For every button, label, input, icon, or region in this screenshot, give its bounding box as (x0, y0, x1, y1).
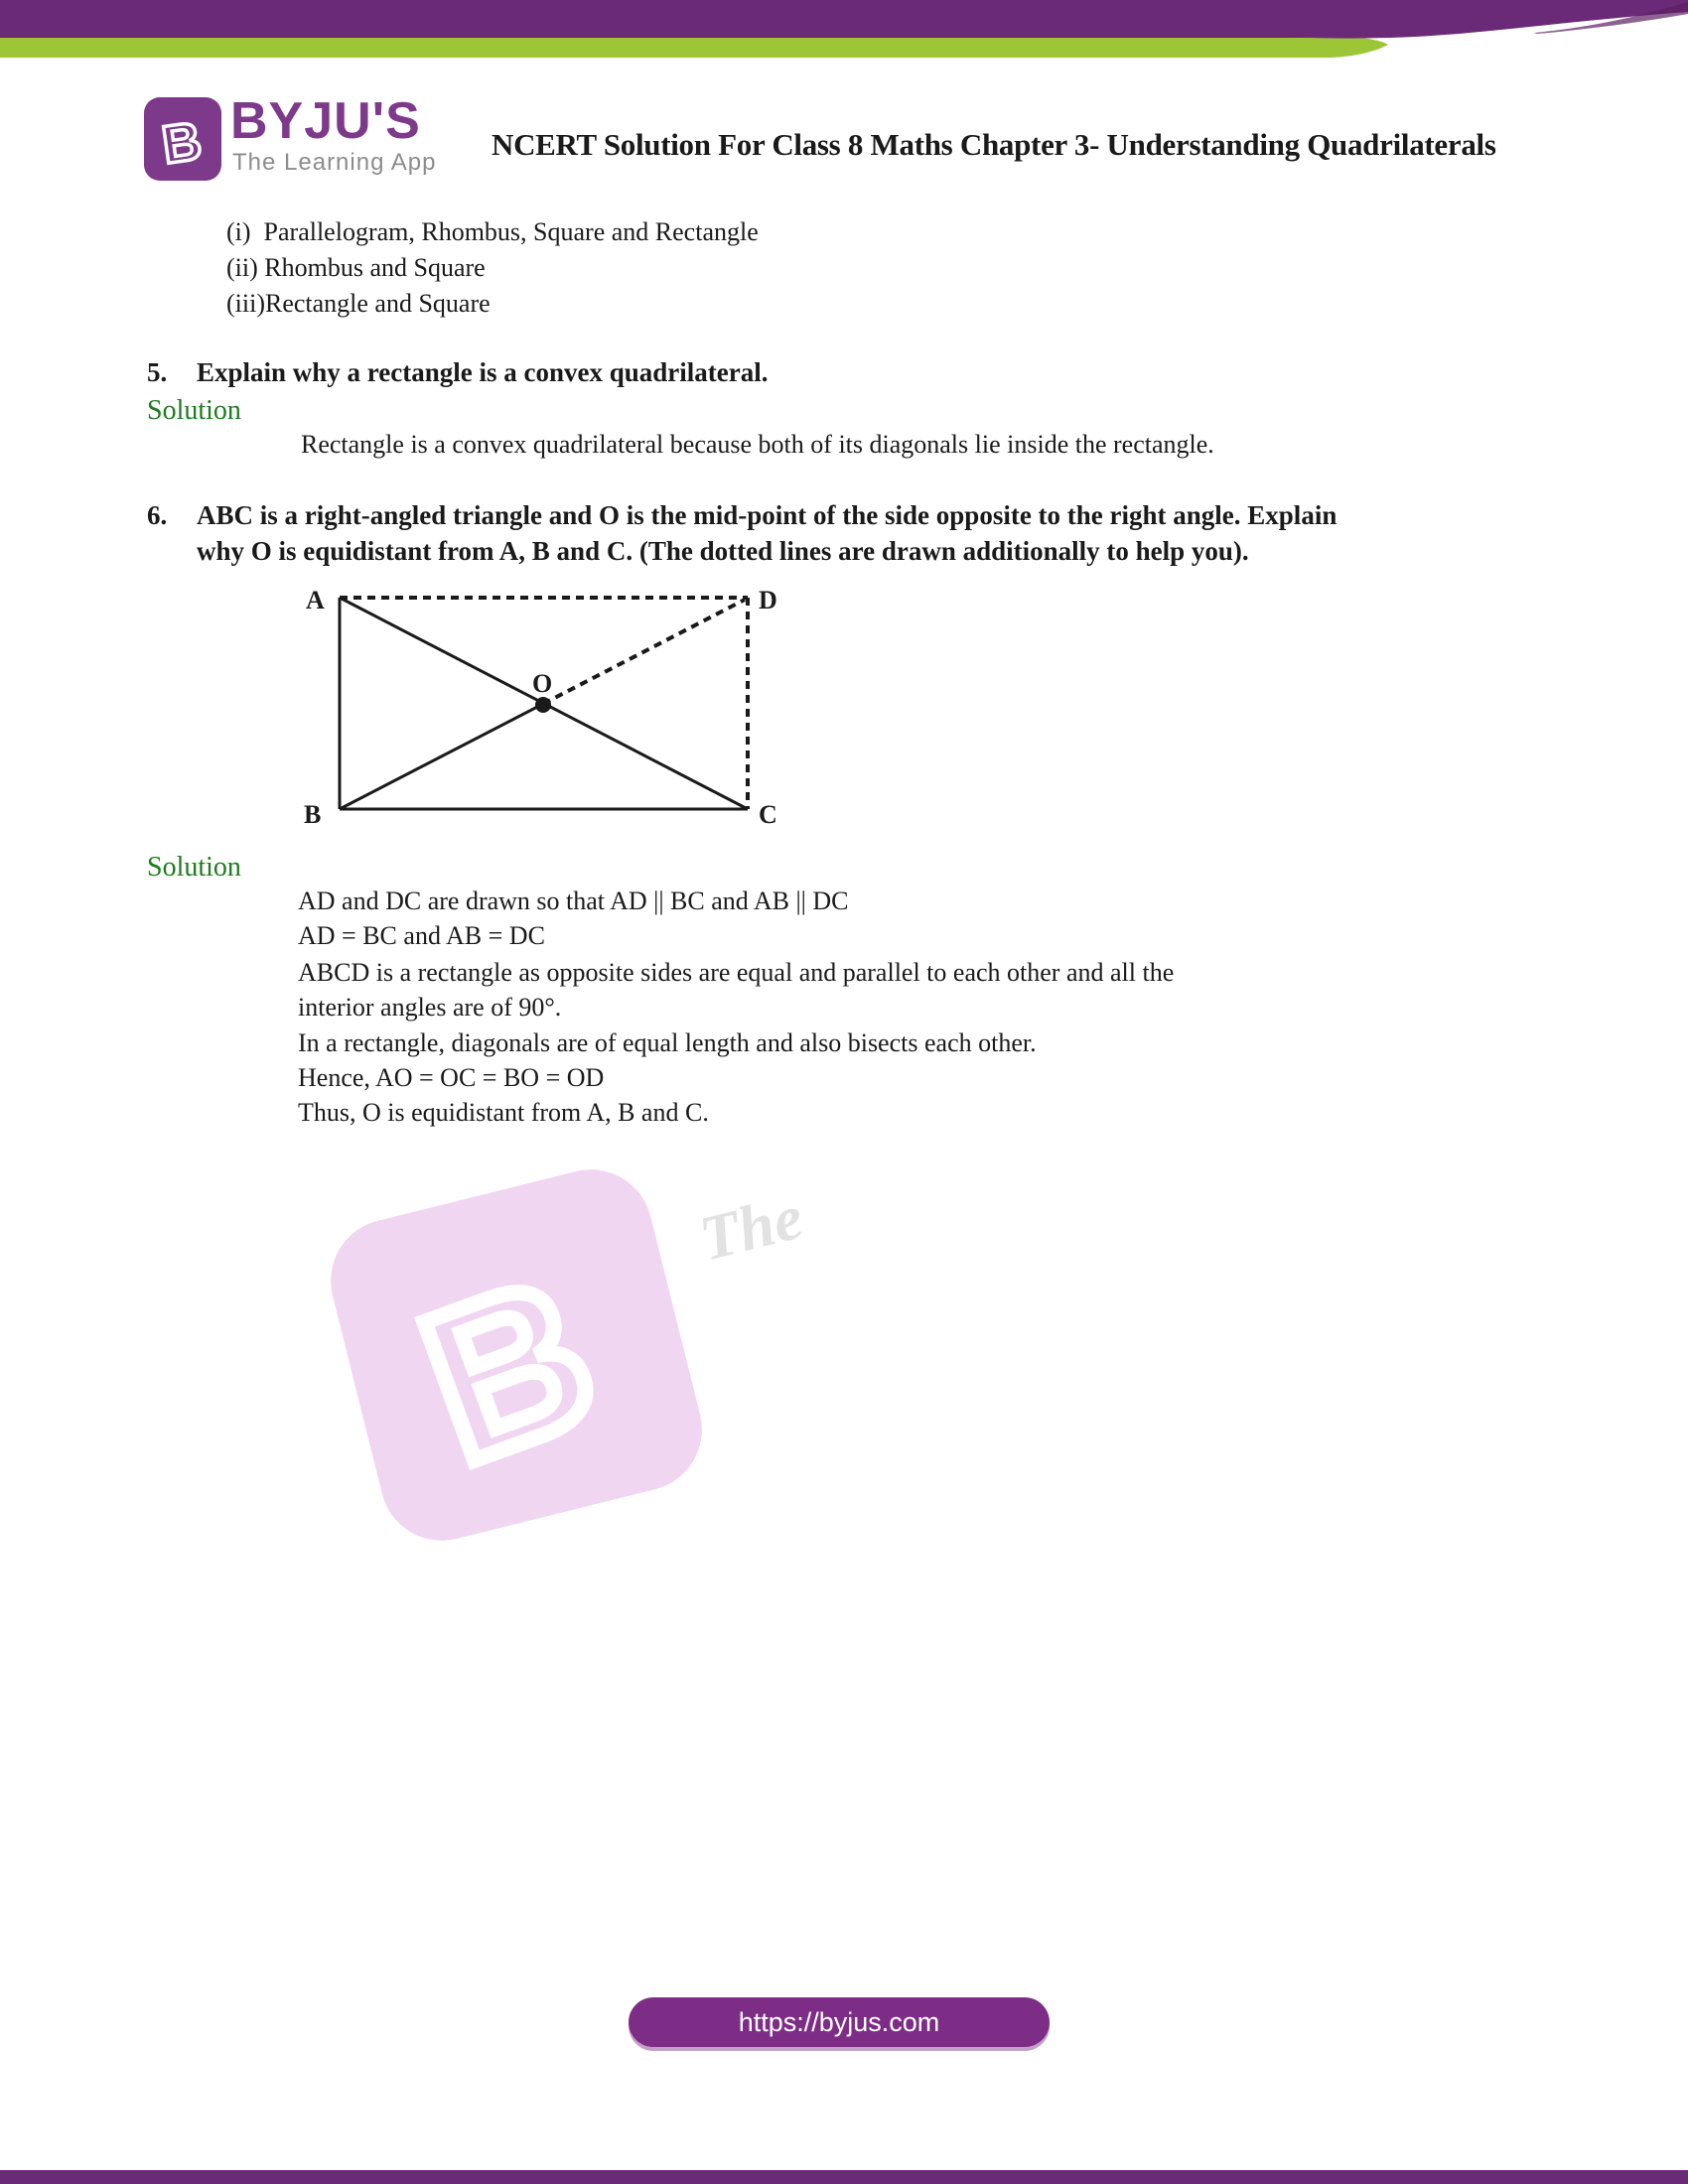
footer-bar (0, 2170, 1688, 2184)
svg-text:B: B (394, 1230, 623, 1508)
q6-figure-rectangle-diagonals (298, 571, 804, 869)
byjus-watermark-b-icon (318, 1157, 715, 1554)
list-item-i: (i) Parallelogram, Rhombus, Square and Rectangle (226, 217, 759, 246)
top-banner (0, 0, 1688, 69)
q6-solution-line: interior angles are of 90°. (298, 993, 562, 1022)
q6-number: 6. (147, 500, 168, 530)
page-title: NCERT Solution For Class 8 Maths Chapter 3- Understanding Quadrilaterals (492, 127, 1496, 162)
byjus-b-icon (144, 97, 221, 181)
q6-solution-line: ABCD is a rectangle as opposite sides are equal and parallel to each other and all the (298, 958, 1175, 987)
q6-solution-line: In a rectangle, diagonals are of equal length and also bisects each other. (298, 1028, 1037, 1057)
list-item-iii: (iii)Rectangle and Square (226, 289, 491, 318)
q6-solution-label: Solution (147, 852, 241, 883)
midpoint-o-dot (535, 697, 551, 713)
byjus-logo-tagline: The Learning App (232, 149, 437, 176)
byjus-logo-badge (144, 97, 221, 181)
svg-text:B: B (158, 110, 206, 176)
q5-number: 5. (147, 357, 168, 387)
figure-label-d: D (759, 586, 777, 614)
q5-question: Explain why a rectangle is a convex quadrilateral. (197, 357, 769, 387)
q6-solution-line: Hence, AO = OC = BO = OD (298, 1063, 605, 1092)
q5-answer: Rectangle is a convex quadrilateral because both of its diagonals lie inside the rectangle. (301, 430, 1214, 459)
q6-solution-line: AD = BC and AB = DC (298, 921, 545, 950)
byjus-url-text: https://byjus.com (738, 2006, 940, 2037)
q5-solution-label: Solution (147, 395, 241, 426)
q6-solution-line: Thus, O is equidistant from A, B and C. (298, 1098, 709, 1127)
q6-solution-line: AD and DC are drawn so that AD || BC and AB || DC (298, 887, 849, 915)
byjus-logo-text: BYJU'S (230, 92, 421, 150)
green-band (0, 36, 1388, 58)
figure-label-o: O (532, 669, 553, 698)
q6-question-line1: ABC is a right-angled triangle and O is the mid-point of the side opposite to the right angle. Explain (197, 500, 1337, 530)
figure-label-a: A (306, 586, 325, 614)
byjus-url-pill[interactable] (629, 1997, 1050, 2047)
purple-band (0, 0, 1688, 39)
byjus-watermark-badge (318, 1157, 715, 1554)
watermark-the-text: The (692, 1180, 810, 1275)
figure-label-c: C (759, 800, 777, 829)
list-item-ii: (ii) Rhombus and Square (226, 253, 486, 282)
q6-question-line2: why O is equidistant from A, B and C. (The dotted lines are drawn additionally to help you). (197, 536, 1249, 566)
figure-label-b: B (304, 800, 322, 829)
